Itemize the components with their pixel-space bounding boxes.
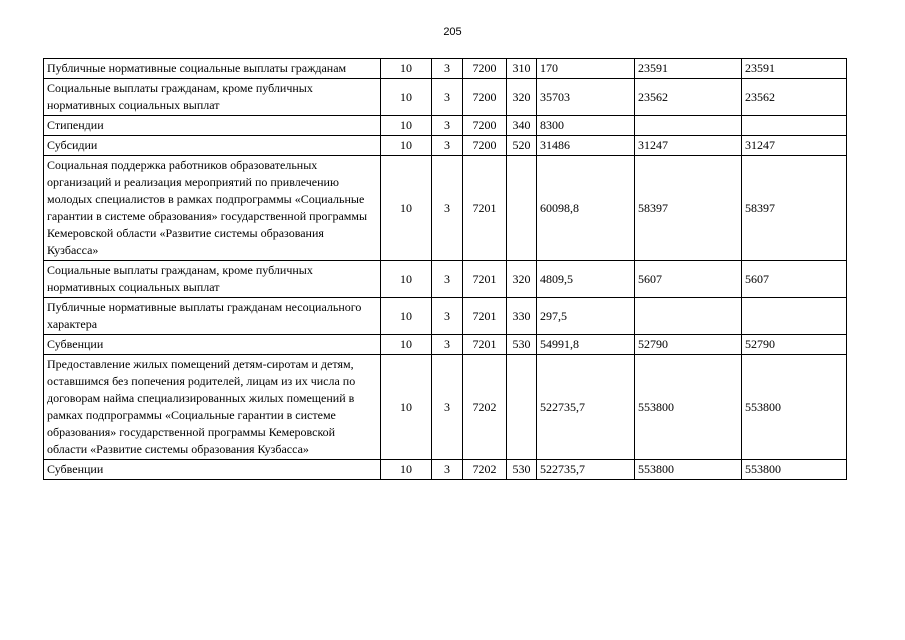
expense-type-code: 320	[507, 79, 537, 116]
table-row	[44, 79, 847, 116]
table-row	[44, 156, 847, 261]
amount-3: 5607	[742, 261, 847, 298]
table-row	[44, 136, 847, 156]
amount-2: 58397	[635, 156, 742, 261]
amount-2	[635, 298, 742, 335]
budget-table	[43, 58, 847, 480]
target-article-code: 7200	[463, 59, 507, 79]
amount-1: 4809,5	[537, 261, 635, 298]
section-code: 10	[381, 116, 432, 136]
target-article-code: 7201	[463, 298, 507, 335]
table-row	[44, 335, 847, 355]
expense-type-code: 520	[507, 136, 537, 156]
table-row	[44, 355, 847, 460]
expense-type-code: 530	[507, 460, 537, 480]
amount-1: 60098,8	[537, 156, 635, 261]
row-name: Публичные нормативные выплаты гражданам несоциального характера	[44, 298, 381, 335]
expense-type-code: 340	[507, 116, 537, 136]
target-article-code: 7200	[463, 79, 507, 116]
subsection-code: 3	[432, 116, 463, 136]
subsection-code: 3	[432, 79, 463, 116]
section-code: 10	[381, 460, 432, 480]
amount-1: 35703	[537, 79, 635, 116]
table-row	[44, 460, 847, 480]
subsection-code: 3	[432, 59, 463, 79]
amount-3: 52790	[742, 335, 847, 355]
section-code: 10	[381, 335, 432, 355]
row-name: Социальные выплаты гражданам, кроме публичных нормативных социальных выплат	[44, 261, 381, 298]
row-name: Стипендии	[44, 116, 381, 136]
amount-2: 52790	[635, 335, 742, 355]
section-code: 10	[381, 261, 432, 298]
amount-3	[742, 298, 847, 335]
target-article-code: 7200	[463, 116, 507, 136]
row-name: Публичные нормативные социальные выплаты гражданам	[44, 59, 381, 79]
amount-1: 170	[537, 59, 635, 79]
section-code: 10	[381, 355, 432, 460]
table-row	[44, 116, 847, 136]
row-name: Субсидии	[44, 136, 381, 156]
amount-1: 297,5	[537, 298, 635, 335]
table-row	[44, 261, 847, 298]
amount-3	[742, 116, 847, 136]
amount-2: 553800	[635, 355, 742, 460]
amount-2: 23591	[635, 59, 742, 79]
subsection-code: 3	[432, 335, 463, 355]
row-name: Субвенции	[44, 335, 381, 355]
amount-1: 8300	[537, 116, 635, 136]
table-row	[44, 59, 847, 79]
subsection-code: 3	[432, 136, 463, 156]
amount-2: 5607	[635, 261, 742, 298]
subsection-code: 3	[432, 261, 463, 298]
amount-1: 522735,7	[537, 355, 635, 460]
table-row	[44, 298, 847, 335]
amount-3: 553800	[742, 460, 847, 480]
expense-type-code: 330	[507, 298, 537, 335]
target-article-code: 7202	[463, 460, 507, 480]
target-article-code: 7202	[463, 355, 507, 460]
expense-type-code: 310	[507, 59, 537, 79]
row-name: Предоставление жилых помещений детям-сиротам и детям, оставшимся без попечения родителей, лицам из их числа по договорам найма специализированных жилых помещений в рамках подпрограммы «Социальные гарантии в системе образования» государственной программы Кемеровской области «Развитие системы образования Кузбасса»	[44, 355, 381, 460]
section-code: 10	[381, 136, 432, 156]
amount-1: 522735,7	[537, 460, 635, 480]
target-article-code: 7200	[463, 136, 507, 156]
subsection-code: 3	[432, 355, 463, 460]
row-name: Социальные выплаты гражданам, кроме публичных нормативных социальных выплат	[44, 79, 381, 116]
row-name: Субвенции	[44, 460, 381, 480]
expense-type-code: 530	[507, 335, 537, 355]
expense-type-code	[507, 355, 537, 460]
amount-2	[635, 116, 742, 136]
target-article-code: 7201	[463, 261, 507, 298]
amount-3: 23562	[742, 79, 847, 116]
section-code: 10	[381, 79, 432, 116]
section-code: 10	[381, 59, 432, 79]
amount-3: 553800	[742, 355, 847, 460]
subsection-code: 3	[432, 298, 463, 335]
amount-2: 23562	[635, 79, 742, 116]
subsection-code: 3	[432, 156, 463, 261]
amount-1: 31486	[537, 136, 635, 156]
expense-type-code	[507, 156, 537, 261]
amount-3: 23591	[742, 59, 847, 79]
amount-3: 58397	[742, 156, 847, 261]
amount-2: 553800	[635, 460, 742, 480]
section-code: 10	[381, 156, 432, 261]
row-name: Социальная поддержка работников образовательных организаций и реализация мероприятий по привлечению молодых специалистов в рамках подпрограммы «Социальные гарантии в системе образования» государственной программы Кемеровской области «Развитие системы образования Кузбасса»	[44, 156, 381, 261]
subsection-code: 3	[432, 460, 463, 480]
section-code: 10	[381, 298, 432, 335]
target-article-code: 7201	[463, 335, 507, 355]
target-article-code: 7201	[463, 156, 507, 261]
amount-2: 31247	[635, 136, 742, 156]
expense-type-code: 320	[507, 261, 537, 298]
amount-1: 54991,8	[537, 335, 635, 355]
amount-3: 31247	[742, 136, 847, 156]
page-number: 205	[443, 26, 462, 38]
